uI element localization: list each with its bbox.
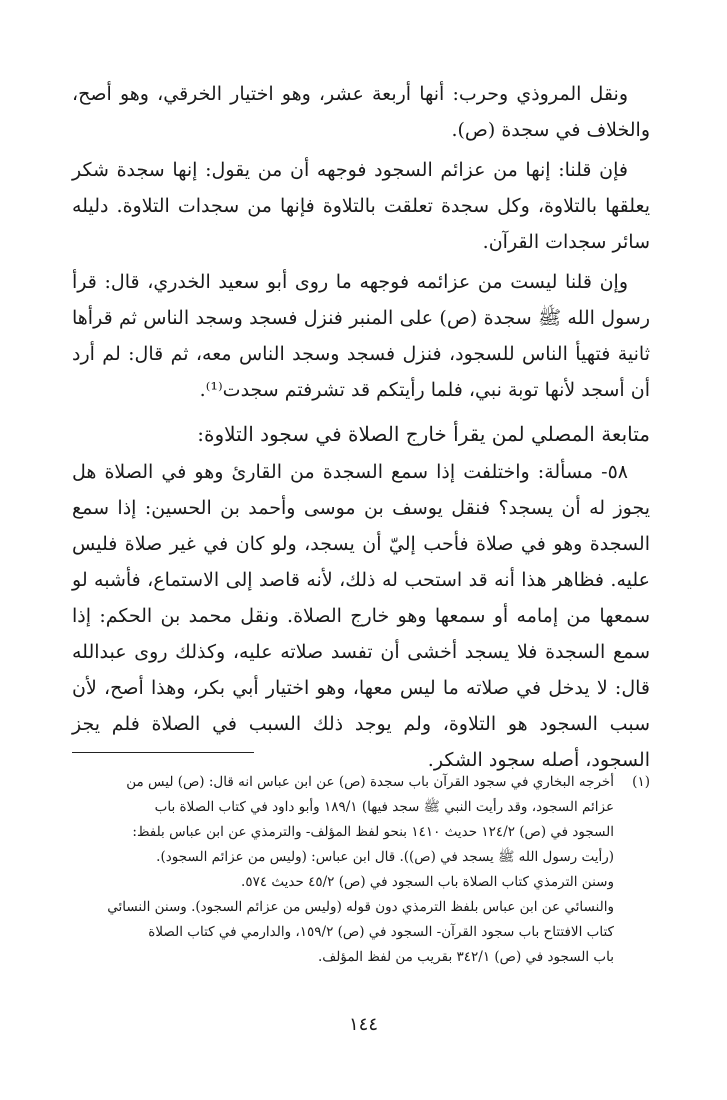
footnote-line: عزائم السجود، وقد رأيت النبي ﷺ سجد فيها) ١٨٩/١ وأبو داود في كتاب الصلاة باب — [154, 799, 614, 815]
footnote-line: باب السجود في (ص) ٣٤٢/١ بقريب من لفظ المؤلف. — [318, 949, 614, 965]
footnote-line: (رأيت رسول الله ﷺ يسجد في (ص)). قال ابن عباس: (وليس من عزائم السجود). — [156, 849, 614, 865]
main-text-block — [72, 70, 650, 782]
section-heading: متابعة المصلي لمن يقرأ خارج الصلاة في سجود التلاوة: — [197, 422, 650, 446]
footnote-body — [72, 770, 614, 970]
paragraph-transmission-count: ونقل المروذي وحرب: أنها أربعة عشر، وهو اختيار الخرقي، وهو أصح، والخلاف في سجدة (ص). — [72, 83, 650, 141]
paragraph-obligatory-view: فإن قلنا: إنها من عزائم السجود فوجهه أن من يقول: إنها سجدة شكر يعلقها بالتلاوة، وكل سجدة تعلقت بالتلاوة فإنها من سجدات التلاوة. دليله سائر سجدات القرآن. — [72, 159, 650, 253]
footnote-line: أخرجه البخاري في سجود القرآن باب سجدة (ص) عن ابن عباس انه قال: (ص) ليس من — [126, 774, 614, 790]
footnote — [72, 770, 650, 970]
footnote-number: (١) — [632, 774, 650, 790]
paragraph-non-obligatory-view: وإن قلنا ليست من عزائمه فوجهه ما روى أبو سعيد الخدري، قال: قرأ رسول الله ﷺ سجدة (ص) على المنبر فنزل فسجد وسجد الناس ثم قرأها ثانية فتهيأ الناس للسجود، فنزل فسجد وسجد الناس معه، ثم قال: لم أرد أن أسجد لأنها توبة نبي، فلما رأيتكم قد تشرفتم سجدت⁽¹⁾. — [72, 271, 650, 401]
footnote-line: والنسائي عن ابن عباس بلفظ الترمذي دون قوله (وليس من عزائم السجود). وسنن النسائي — [107, 899, 614, 915]
footnote-line: وسنن الترمذي كتاب الصلاة باب السجود في (ص) ٤٥/٢ حديث ٥٧٤. — [241, 874, 614, 890]
footnote-line: كتاب الافتتاح باب سجود القرآن- السجود في (ص) ١٥٩/٢، والدارمي في كتاب الصلاة — [148, 924, 614, 940]
footnote-line: السجود في (ص) ١٢٤/٢ حديث ١٤١٠ بنحو لفظ المؤلف- والترمذي عن ابن عباس بلفظ: — [132, 824, 614, 840]
paragraph-issue-58: ٥٨- مسألة: واختلفت إذا سمع السجدة من القارئ وهو في الصلاة هل يجوز له أن يسجد؟ فنقل يوسف بن موسى وأحمد بن الحسين: إذا سمع السجدة وهو في صلاة فأحب إليّ أن يسجد، ولو كان في غير صلاة فليس عليه. فظاهر هذا أنه قد استحب له ذلك، لأنه قاصد إلى الاستماع، فأشبه لو سمعها من إمامه أو سمعها وهو خارج الصلاة. ونقل محمد بن الحكم: إذا سمع السجدة فلا يسجد أخشى أن تفسد صلاته عليه، وكذلك روى عبدالله قال: لا يدخل في صلاته ما ليس معها، وهو اختيار أبي بكر، وهذا أصح، لأن سبب السجود هو التلاوة، ولم يوجد ذلك السبب في الصلاة فلم يجز السجود، أصله سجود الشكر. — [72, 461, 650, 771]
footnote-divider — [72, 752, 254, 753]
page-number: ١٤٤ — [348, 1014, 378, 1035]
